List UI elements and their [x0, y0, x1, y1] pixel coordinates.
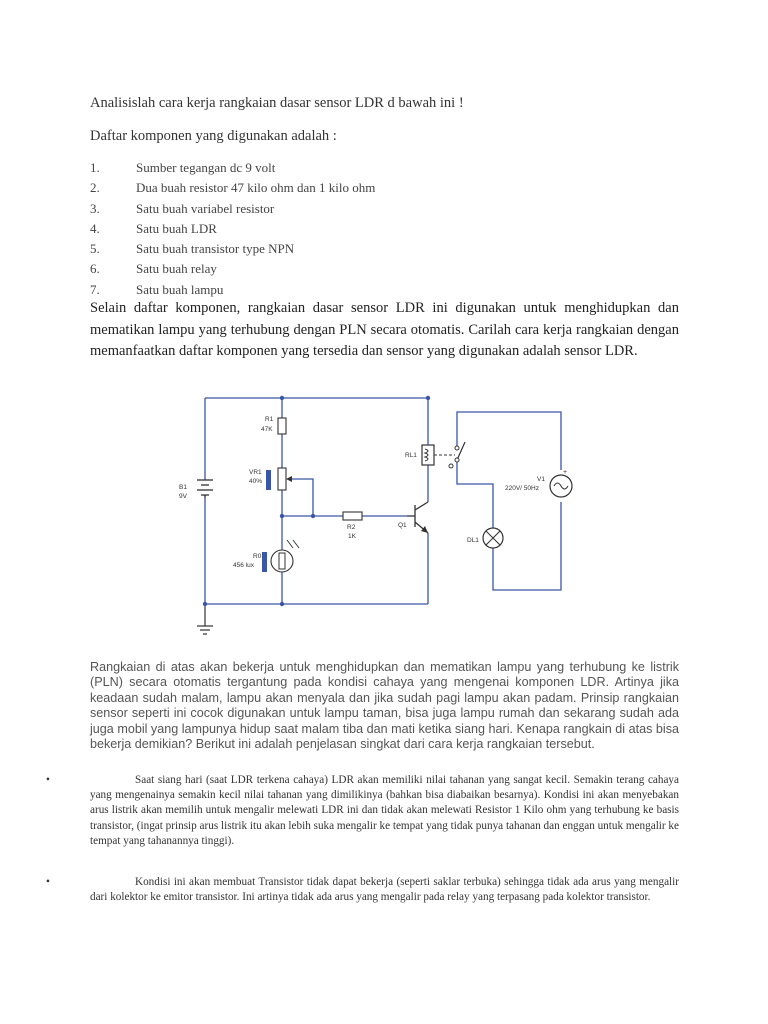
- ldr-indicator: [262, 552, 267, 572]
- bullet-text: Kondisi ini akan membuat Transistor tidak dapat bekerja (seperti saklar terbuka) sehingga tidak ada arus yang mengalir dari kolektor ke emitor transistor. Ini artinya tidak ada arus yang mengalir pada relay yang terpasang pada kolektor transistor.: [90, 876, 679, 904]
- wiper-arrow-icon: [286, 476, 292, 482]
- bullet-icon: •: [46, 876, 50, 888]
- q1-label: Q1: [398, 522, 407, 529]
- list-item-text: Satu buah relay: [136, 261, 217, 277]
- r2-value: 1K: [348, 533, 356, 540]
- list-item-text: Satu buah lampu: [136, 281, 224, 297]
- r0-label: R0: [253, 553, 262, 560]
- vr1-value: 40%: [249, 478, 263, 485]
- list-item-text: Satu buah transistor type NPN: [136, 241, 295, 257]
- list-item-number: 4.: [90, 220, 100, 236]
- list-item-number: 1.: [90, 160, 100, 175]
- rl1-label: RL1: [405, 452, 417, 459]
- component-list: [90, 158, 490, 300]
- resistor-r2: [343, 512, 362, 520]
- variable-resistor-vr1: [278, 468, 286, 490]
- emitter-arrow-icon: [421, 526, 428, 533]
- list-item: [90, 259, 490, 279]
- battery-symbol: [197, 480, 213, 498]
- list-item: [90, 199, 490, 219]
- explanation-paragraph: Rangkaian di atas akan bekerja untuk menghidupkan dan mematikan lampu yang terhubung ke listrik (PLN) secara otomatis tergantung pada kondisi cahaya yang mengenai komponen LDR. Artinya jika keadaan sudah malam, lampu akan menyala dan jika sudah pagi lampu akan padam. Prinsip rangkaian sensor seperti ini cocok digunakan untuk lampu taman, bisa juga lampu rumah dan sekarang sudah ada juga mobil yang lampunya hidup saat malam tiba dan mati ketika siang hari. Kenapa rangkain di atas bisa bekerja demikian? Berikut ini adalah penjelasan singkat dari cara kerja rangkaian tersebut.: [90, 660, 679, 752]
- r0-value: 456 lux: [233, 562, 254, 569]
- list-item-number: 3.: [90, 200, 100, 216]
- b1-value: 9V: [179, 493, 187, 500]
- dl1-label: DL1: [467, 537, 479, 544]
- list-item-number: 5.: [90, 241, 100, 257]
- r1-value: 47K: [261, 426, 273, 433]
- circuit-wires: [205, 398, 561, 604]
- bullet-item: [46, 875, 679, 905]
- vr1-label: VR1: [249, 469, 262, 476]
- bullet-icon: •: [46, 774, 50, 786]
- list-item-text: Satu buah LDR: [136, 220, 217, 236]
- bullet-text: Saat siang hari (saat LDR terkena cahaya) LDR akan memiliki nilai tahanan yang sangat kecil. Semakin terang cahaya yang mengenainya semakin kecil nilai tahanan yang dimilikinya (bahkan bisa diabaikan besarnya). Kondisi ini akan menyebakan arus listrik akan memilih untuk mengalir melewati LDR ini dan tidak akan melewati Resistor 1 Kilo ohm yang terhubung ke basis transistor, (ingat prinsip arus listrik itu akan lebih suka mengalir ke tempat yang tidak punya tahanan dan enggan untuk mengalir ke tempat yang tahanannya tinggi).: [90, 774, 679, 847]
- ground-symbol: [197, 604, 213, 634]
- ldr-circuit-diagram: [175, 390, 585, 640]
- list-item: [90, 219, 490, 239]
- list-item-number: 7.: [90, 281, 100, 297]
- list-item-number: 6.: [90, 261, 100, 277]
- vr1-indicator: [266, 470, 271, 490]
- v1-label: V1: [537, 476, 545, 483]
- r2-label: R2: [347, 524, 356, 531]
- b1-label: B1: [179, 484, 187, 491]
- junction-dots: [203, 396, 430, 606]
- v1-value: 220V/ 50Hz: [505, 485, 539, 492]
- list-item-text: Sumber tegangan dc 9 volt: [136, 160, 276, 175]
- list-item-text: Satu buah variabel resistor: [136, 200, 275, 216]
- list-item: [90, 178, 490, 198]
- relay-switch: [457, 442, 465, 460]
- plus-sign: +: [563, 469, 568, 476]
- list-item: [90, 239, 490, 259]
- page-heading: Analisislah cara kerja rangkaian dasar sensor LDR d bawah ini !: [90, 95, 464, 111]
- resistor-r1: [278, 418, 286, 434]
- intro-paragraph: Selain daftar komponen, rangkaian dasar sensor LDR ini digunakan untuk menghidupkan dan mematikan lampu yang terhubung dengan PLN secara otomatis. Carilah cara kerja rangkaian dengan memanfaatkan daftar komponen yang tersedia dan sensor yang digunakan adalah sensor LDR.: [90, 300, 679, 359]
- light-arrows-icon: [287, 540, 299, 548]
- list-item: [90, 158, 490, 178]
- r1-label: R1: [265, 416, 274, 423]
- component-list-heading: Daftar komponen yang digunakan adalah :: [90, 128, 337, 144]
- bullet-item: [46, 773, 679, 849]
- list-item-number: 2.: [90, 180, 100, 196]
- list-item-text: Dua buah resistor 47 kilo ohm dan 1 kilo ohm: [136, 180, 376, 196]
